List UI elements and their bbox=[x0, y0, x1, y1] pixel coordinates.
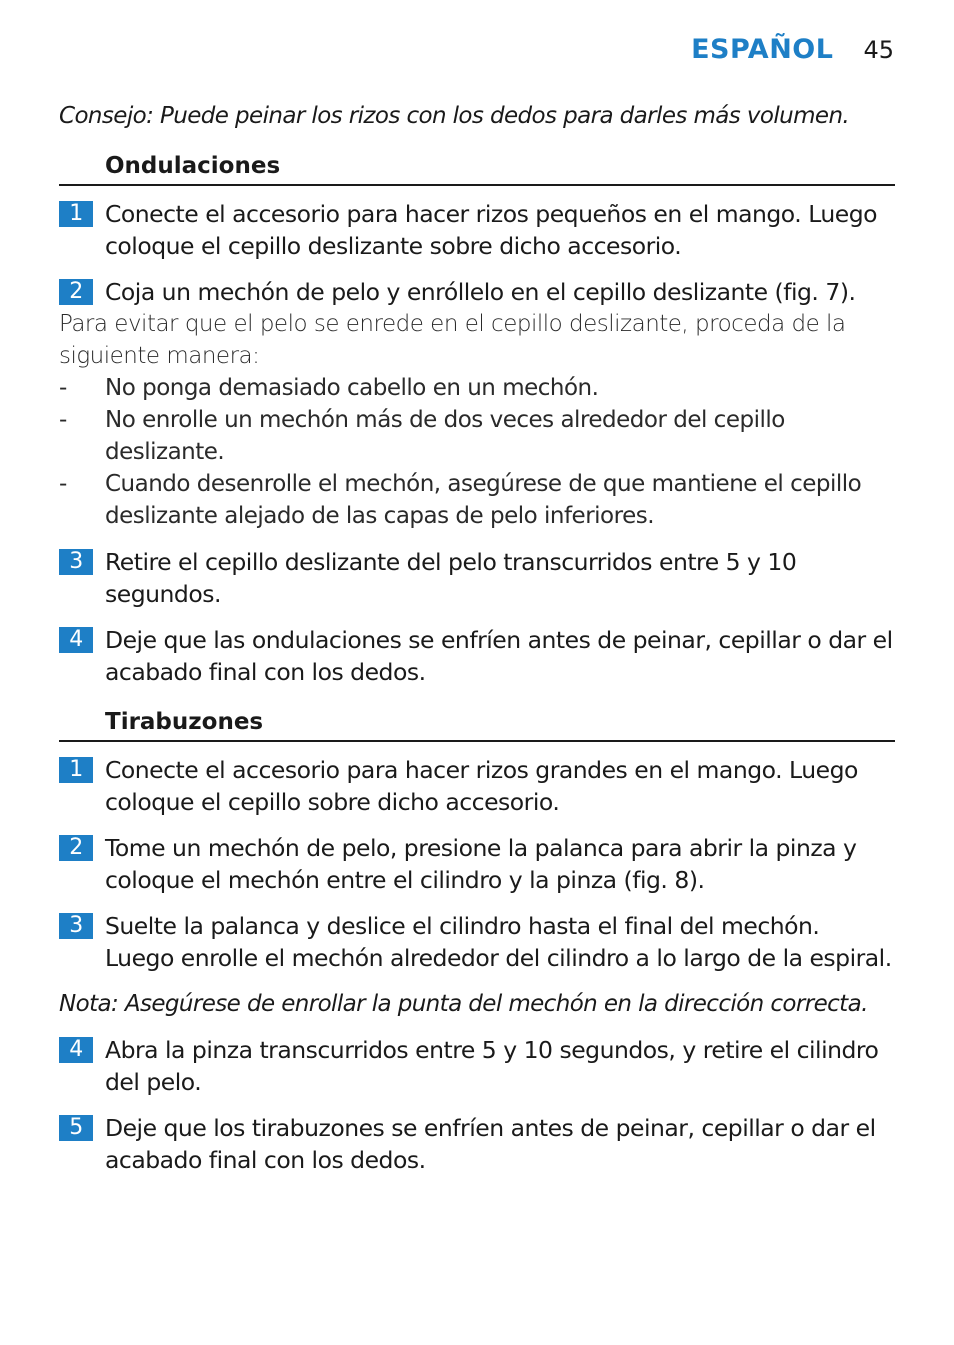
bullet-text: No enrolle un mechón más de dos veces alrededor del cepillo deslizante. bbox=[105, 407, 785, 465]
step-text: Tome un mechón de pelo, presione la palanca para abrir la pinza y coloque el mechón entre el cilindro y la pinza (fig. 8). bbox=[105, 834, 857, 894]
step-item bbox=[59, 546, 895, 610]
important-note: Nota: Asegúrese de enrollar la punta del mechón en la dirección correcta. bbox=[59, 991, 868, 1017]
dash-bullet: - bbox=[59, 407, 67, 433]
step-text: Abra la pinza transcurridos entre 5 y 10 segundos, y retire el cilindro del pelo. bbox=[105, 1036, 879, 1096]
step-text: Conecte el accesorio para hacer rizos grandes en el mango. Luego coloque el cepillo sobre dicho accesorio. bbox=[105, 756, 858, 816]
step-item bbox=[59, 832, 895, 896]
bullet-item bbox=[59, 468, 895, 532]
step-text: Conecte el accesorio para hacer rizos pequeños en el mango. Luego coloque el cepillo deslizante sobre dicho accesorio. bbox=[105, 200, 878, 260]
step-text: Suelte la palanca y deslice el cilindro hasta el final del mechón. Luego enrolle el mechón alrededor del cilindro a lo largo de la espiral. bbox=[105, 912, 892, 972]
dash-bullet: - bbox=[59, 471, 67, 497]
step-item bbox=[59, 910, 895, 974]
step-number-badge: 2 bbox=[59, 835, 93, 861]
step-item bbox=[59, 624, 895, 688]
step-number-badge: 3 bbox=[59, 549, 93, 575]
step-text: Deje que los tirabuzones se enfríen antes de peinar, cepillar o dar el acabado final con los dedos. bbox=[105, 1114, 876, 1174]
step-number-badge: 1 bbox=[59, 201, 93, 227]
step-text: Deje que las ondulaciones se enfríen antes de peinar, cepillar o dar el acabado final con los dedos. bbox=[105, 626, 893, 686]
step-item bbox=[59, 198, 895, 262]
step-item bbox=[59, 276, 895, 308]
step-item bbox=[59, 754, 895, 818]
step-text: Retire el cepillo deslizante del pelo transcurridos entre 5 y 10 segundos. bbox=[105, 548, 797, 608]
step-number-badge: 4 bbox=[59, 627, 93, 653]
page-content bbox=[59, 100, 895, 1176]
step-item bbox=[59, 1112, 895, 1176]
step-number-badge: 5 bbox=[59, 1115, 93, 1141]
bullet-text: No ponga demasiado cabello en un mechón. bbox=[105, 375, 599, 401]
step-number-badge: 2 bbox=[59, 279, 93, 305]
tip-note: Consejo: Puede peinar los rizos con los dedos para darles más volumen. bbox=[59, 103, 850, 129]
bullet-text: Cuando desenrolle el mechón, asegúrese de que mantiene el cepillo deslizante alejado de las capas de pelo inferiores. bbox=[105, 471, 862, 529]
language-label: ESPAÑOL bbox=[691, 34, 834, 65]
bullet-item bbox=[59, 404, 895, 468]
body-paragraph: Para evitar que el pelo se enrede en el cepillo deslizante, proceda de la siguiente manera: bbox=[59, 311, 846, 369]
bullet-item bbox=[59, 372, 895, 404]
page-number: 45 bbox=[863, 36, 894, 64]
step-item bbox=[59, 1034, 895, 1098]
section-title-ondulaciones: Ondulaciones bbox=[59, 150, 895, 186]
step-number-badge: 1 bbox=[59, 757, 93, 783]
page-header bbox=[691, 34, 894, 74]
step-number-badge: 4 bbox=[59, 1037, 93, 1063]
section-title-tirabuzones: Tirabuzones bbox=[59, 706, 895, 742]
step-number-badge: 3 bbox=[59, 913, 93, 939]
dash-bullet: - bbox=[59, 375, 67, 401]
step-text: Coja un mechón de pelo y enróllelo en el cepillo deslizante (fig. 7). bbox=[105, 278, 856, 306]
